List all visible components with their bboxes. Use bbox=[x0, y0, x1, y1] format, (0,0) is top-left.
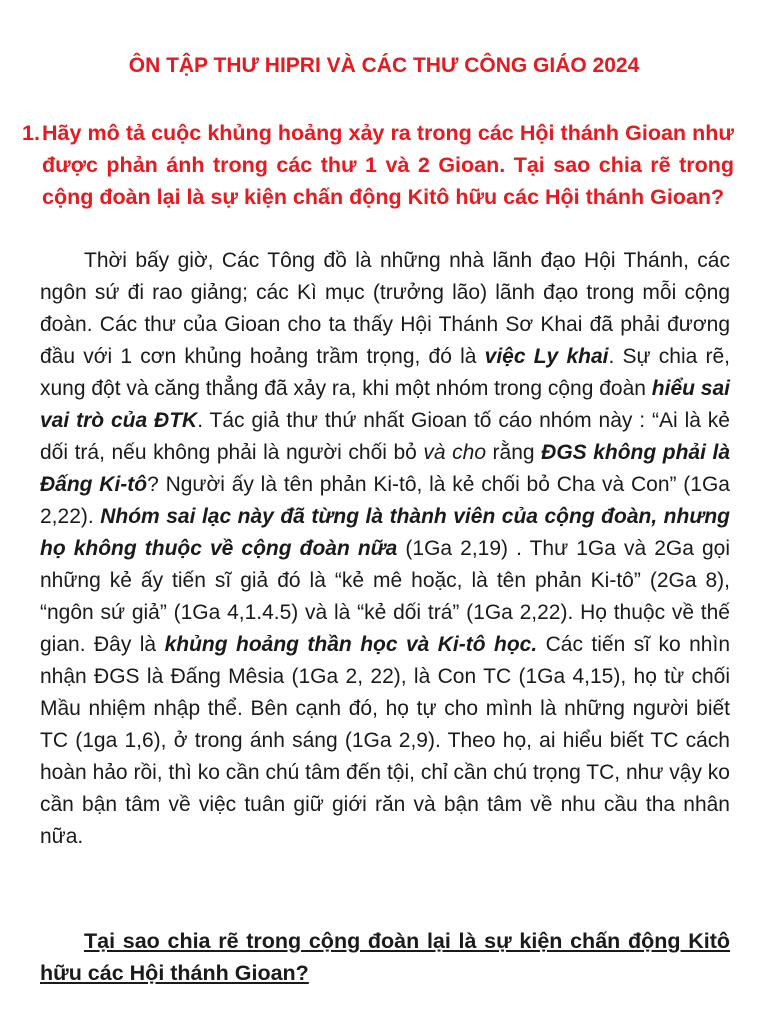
answer-text: . Sự chia rẽ, xung đột và căng thẳng đã xảy ra, khi một nhóm trong cộng đoàn bbox=[40, 345, 731, 400]
emphasis-text: hiểu sai vai trò của ĐTK bbox=[40, 377, 730, 432]
answer-text: ? Người ấy là tên phản Ki-tô, là kẻ chối bỏ Cha và Con” (1Ga 2,22). bbox=[40, 473, 730, 528]
answer-text: Thời bấy giờ, Các Tông đồ là những nhà lãnh đạo Hội Thánh, các ngôn sứ đi rao giảng; các Kì mục (trưởng lão) lãnh đạo trong mỗi cộng đoàn. Các thư của Gioan cho ta thấy Hội Thánh Sơ Khai đã phải đương đầu với 1 cơn khủng hoảng trầm trọng, đó là bbox=[40, 249, 730, 368]
emphasis-text: Nhóm sai lạc này đã từng là thành viên của cộng đoàn, nhưng họ không thuộc về cộng đoàn nữa bbox=[40, 505, 730, 560]
sub-question-text: Tại sao chia rẽ trong cộng đoàn lại là sự kiện chấn động Kitô hữu các Hội thánh Gioan? bbox=[40, 929, 730, 985]
question-number: 1. bbox=[22, 121, 40, 145]
answer-paragraph bbox=[40, 245, 730, 853]
italic-text: và cho bbox=[423, 441, 486, 464]
emphasis-text: ĐGS không phải là Đấng Ki-tô bbox=[40, 441, 731, 496]
answer-text: Các tiến sĩ ko nhìn nhận ĐGS là Đấng Mêsia (1Ga 2, 22), là Con TC (1Ga 4,15), họ từ chối Mầu nhiệm nhập thể. Bên cạnh đó, họ tự cho mình là những người biết TC (1ga 1,6), ở trong ánh sáng (1Ga 2,9). Theo họ, ai hiểu biết TC cách hoàn hảo rồi, thì ko cần chú tâm đến tội, chỉ cần chú trọng TC, như vậy ko cần bận tâm về việc tuân giữ giới răn và bận tâm về nhu cầu tha nhân nữa. bbox=[40, 633, 731, 848]
sub-question bbox=[40, 925, 730, 989]
answer-text: (1Ga 2,19) . Thư 1Ga và 2Ga gọi những kẻ ấy tiến sĩ giả đó là “kẻ mê hoặc, là tên phản Ki-tô” (2Ga 8), “ngôn sứ giả” (1Ga 4,1.4.5) và là “kẻ dối trá” (1Ga 2,22). Họ thuộc về thế gian. Đây là bbox=[40, 537, 730, 656]
answer-text: . Tác giả thư thứ nhất Gioan tố cáo nhóm này : “Ai là kẻ dối trá, nếu không phải là người chối bỏ bbox=[40, 409, 730, 464]
document-title: ÔN TẬP THƯ HIPRI VÀ CÁC THƯ CÔNG GIÁO 2024 bbox=[128, 54, 640, 77]
answer-text: rằng bbox=[486, 441, 542, 464]
question-1 bbox=[22, 117, 734, 213]
emphasis-text: việc Ly khai bbox=[484, 345, 609, 368]
question-text: Hãy mô tả cuộc khủng hoảng xảy ra trong các Hội thánh Gioan như được phản ánh trong các thư 1 và 2 Gioan. Tại sao chia rẽ trong cộng đoàn lại là sự kiện chấn động Kitô hữu các Hội thánh Gioan? bbox=[42, 121, 734, 209]
emphasis-text: khủng hoảng thần học và Ki-tô học. bbox=[164, 633, 538, 656]
